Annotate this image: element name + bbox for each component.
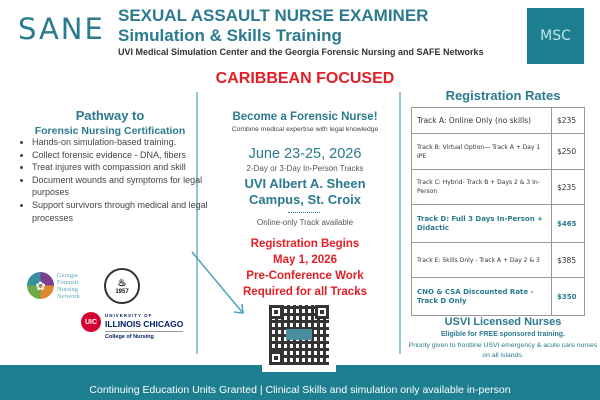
dotted-divider — [288, 212, 320, 213]
registration-notice — [205, 236, 405, 300]
uic-divider — [105, 331, 183, 332]
event-tagline: Combine medical expertise with legal knowledge — [231, 126, 379, 133]
table-row — [412, 278, 585, 316]
page-title: SEXUAL ASSAULT NURSE EXAMINER — [118, 6, 429, 25]
track-desc: CNO & CSA Discounted Rate - Track D Only — [412, 278, 552, 316]
qr-finder — [315, 305, 329, 319]
qr-pattern — [269, 305, 329, 365]
usvi-priority: Priority given to frontline USVI emergency & acute care nurses on all islands. — [408, 342, 598, 359]
cno-year: 1957 — [115, 288, 129, 295]
rates-heading: Registration Rates — [445, 88, 561, 103]
gfnn-logo-text — [57, 272, 80, 300]
table-row — [412, 170, 585, 205]
track-price: $465 — [552, 205, 585, 243]
table-row — [412, 243, 585, 278]
gfnn-line: Network — [57, 293, 80, 300]
table-row — [412, 134, 585, 170]
registration-qr-code[interactable] — [266, 302, 332, 368]
track-desc: Track A: Online Only (no skills) — [412, 108, 552, 134]
reg-line: May 1, 2026 — [273, 254, 337, 266]
pathway-heading: Pathway to — [75, 108, 145, 123]
uic-line3: College of Nursing — [105, 334, 154, 340]
usvi-heading: USVI Licensed Nurses — [444, 316, 562, 328]
venue-line1: UVI Albert A. Sheen — [244, 176, 366, 191]
track-price: $350 — [552, 278, 585, 316]
page-subtitle: Simulation & Skills Training — [118, 26, 342, 45]
bullet-item: • Support survivors through medical and legal processes — [32, 199, 217, 224]
uic-line1: UNIVERSITY OF — [105, 313, 153, 318]
bullet-item: • Document wounds and symptoms for legal purposes — [32, 174, 217, 199]
organizers-line: UVI Medical Simulation Center and the Georgia Forensic Nursing and SAFE Networks — [118, 47, 484, 57]
rates-table — [411, 107, 585, 316]
event-headline: Become a Forensic Nurse! — [232, 111, 378, 123]
footer-text: Continuing Education Units Granted | Clinical Skills and simulation only available in-person — [89, 384, 511, 396]
track-desc: Track C: Hybrid- Track B + Days 2 & 3 In-Person — [412, 170, 552, 205]
track-desc: Track E: Skills Only - Track A + Day 2 & 3 — [412, 243, 552, 278]
lamp-icon: ♨ — [117, 277, 127, 289]
reg-line: Pre-Conference Work — [246, 270, 364, 282]
tracks-note: 2-Day or 3-Day In-Person Tracks — [246, 164, 364, 173]
pathway-bullets — [14, 136, 217, 224]
track-price: $235 — [552, 108, 585, 134]
gfnn-line: Georgia — [57, 272, 78, 279]
venue-line2: Campus, St. Croix — [249, 192, 361, 207]
gfnn-line: Nursing — [57, 286, 78, 293]
pathway-subheading: Forensic Nursing Certification — [34, 125, 186, 137]
qr-finder — [269, 305, 283, 319]
gfnn-line: Forensic — [57, 279, 80, 286]
event-venue — [205, 176, 405, 208]
msc-logo — [527, 8, 584, 64]
uic-badge-logo: UIC — [81, 312, 101, 332]
gfnn-butterfly-icon: ✿ — [27, 272, 54, 299]
track-desc: Track B: Virtual Option— Track A + Day 1 IPE — [412, 134, 552, 170]
table-row — [412, 205, 585, 243]
bullet-item: • Hands-on simulation-based training. — [32, 136, 217, 149]
online-note: Online-only Track available — [256, 218, 354, 227]
track-price: $235 — [552, 170, 585, 205]
caribbean-banner: CARIBBEAN FOCUSED — [215, 70, 395, 87]
qr-center-logo — [286, 329, 312, 340]
track-desc: Track D: Full 3 Days In-Person + Didactic — [412, 205, 552, 243]
event-dates: June 23-25, 2026 — [248, 146, 362, 162]
reg-line: Required for all Tracks — [243, 286, 367, 298]
track-price: $385 — [552, 243, 585, 278]
sane-wordmark: SANE — [18, 12, 105, 46]
bullet-item: • Treat injures with compassion and skill — [32, 161, 217, 174]
reg-line: Registration Begins — [250, 238, 360, 250]
usvi-eligibility: Eligible for FREE sponsored training. — [440, 331, 566, 338]
msc-logo-text: MSC — [540, 28, 571, 44]
table-row — [412, 108, 585, 134]
cno-seal-logo — [104, 268, 140, 304]
uic-line2: ILLINOIS CHICAGO — [105, 319, 184, 329]
qr-finder — [269, 351, 283, 365]
track-price: $250 — [552, 134, 585, 170]
bullet-item: • Collect forensic evidence - DNA, fibers — [32, 149, 217, 162]
